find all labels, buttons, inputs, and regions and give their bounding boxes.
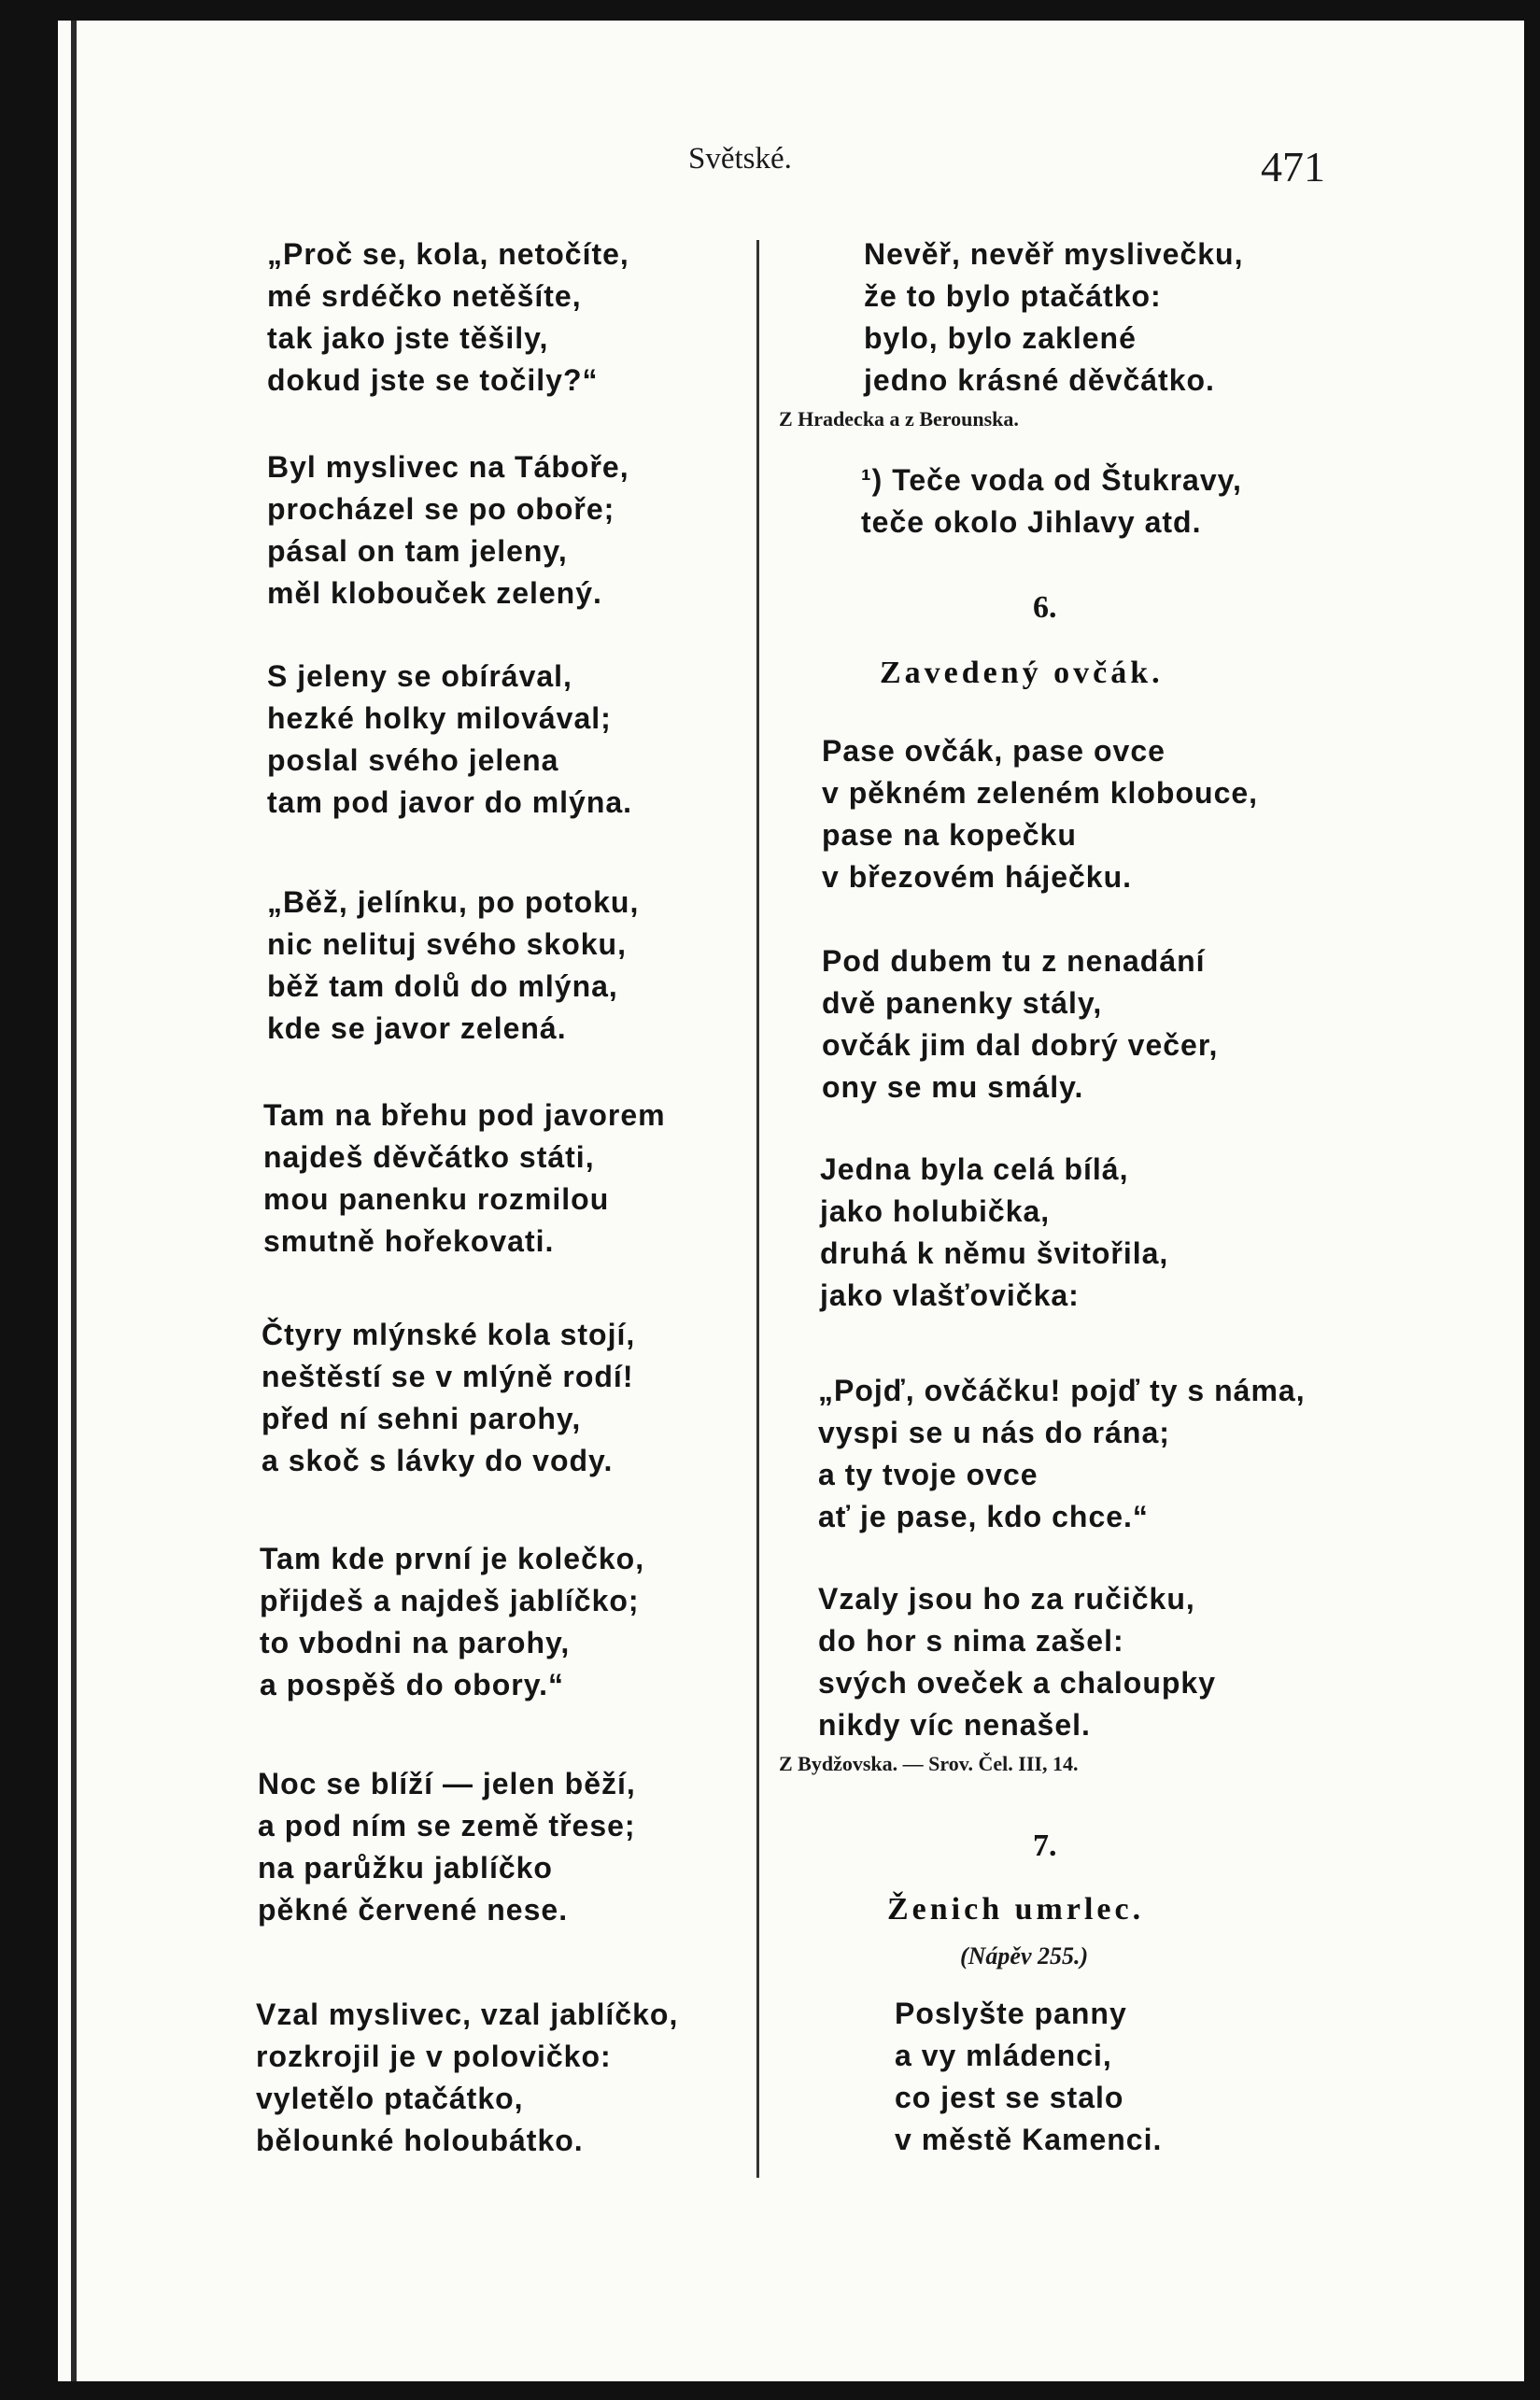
verse-line: do hor s nima zašel: <box>818 1624 1124 1658</box>
footnote-line: teče okolo Jihlavy atd. <box>861 505 1202 539</box>
verse-line: nic nelituj svého skoku, <box>267 927 627 961</box>
verse-line: kde se javor zelená. <box>267 1011 567 1045</box>
song6-stanza-1 <box>822 730 1258 898</box>
verse-line: běž tam dolů do mlýna, <box>267 969 618 1003</box>
verse-line: jako holubička, <box>820 1194 1051 1228</box>
footnote-line: ¹) Teče voda od Štukravy, <box>861 463 1242 497</box>
verse-line: Poslyšte panny <box>895 1997 1127 2030</box>
verse-line: pase na kopečku <box>822 818 1077 852</box>
right-stanza-top <box>864 233 1243 402</box>
verse-line: pěkné červené nese. <box>258 1893 569 1927</box>
verse-line: procházel se po oboře; <box>267 492 615 526</box>
verse-line: a pod ním se země třese; <box>258 1809 636 1842</box>
verse-line: hezké holky milovával; <box>267 701 612 735</box>
source-note-1: Z Hradecka a z Berounska. <box>779 407 1019 431</box>
verse-line: jako vlašťovička: <box>820 1278 1080 1312</box>
column-divider <box>756 240 759 2178</box>
verse-line: najdeš děvčátko státi, <box>263 1140 595 1174</box>
verse-line: co jest se stalo <box>895 2081 1124 2114</box>
song6-stanza-2 <box>822 940 1218 1108</box>
left-stanza-5 <box>263 1094 666 1263</box>
left-stanza-1 <box>267 233 629 402</box>
song6-stanza-5 <box>818 1578 1216 1746</box>
verse-line: bělounké holoubátko. <box>256 2124 584 2157</box>
left-stanza-4 <box>267 882 639 1050</box>
binding-crease <box>71 21 77 2381</box>
verse-line: smutně hořekovati. <box>263 1224 555 1258</box>
verse-line: mé srdéčko netěšíte, <box>267 279 582 313</box>
source-note-2: Z Bydžovska. — Srov. Čel. III, 14. <box>779 1752 1079 1775</box>
verse-line: svých oveček a chaloupky <box>818 1666 1216 1700</box>
verse-line: pásal on tam jeleny, <box>267 534 568 568</box>
verse-line: dokud jste se točily?“ <box>267 363 599 397</box>
footnote <box>861 459 1242 544</box>
verse-line: dvě panenky stály, <box>822 986 1103 1020</box>
song-number-6: 6. <box>1033 590 1057 625</box>
verse-line: bylo, bylo zaklené <box>864 321 1137 355</box>
book-page <box>58 21 1524 2381</box>
left-stanza-8 <box>258 1763 636 1931</box>
verse-line: Jedna byla celá bílá, <box>820 1152 1129 1186</box>
verse-line: S jeleny se obírával, <box>267 659 572 693</box>
verse-line: Pase ovčák, pase ovce <box>822 734 1166 768</box>
song-title-7: Ženich umrlec. <box>887 1892 1145 1927</box>
verse-line: tam pod javor do mlýna. <box>267 785 633 819</box>
left-stanza-6 <box>261 1314 635 1482</box>
verse-line: že to bylo ptačátko: <box>864 279 1162 313</box>
verse-line: a ty tvoje ovce <box>818 1458 1038 1491</box>
verse-line: Noc se blíží — jelen běží, <box>258 1767 636 1800</box>
verse-line: Nevěř, nevěř myslivečku, <box>864 237 1244 271</box>
left-stanza-7 <box>260 1538 644 1706</box>
left-stanza-2 <box>267 446 629 614</box>
verse-line: rozkrojil je v polovičko: <box>256 2040 612 2073</box>
verse-line: Vzal myslivec, vzal jablíčko, <box>256 1998 679 2031</box>
song-title-6: Zavedený ovčák. <box>880 656 1164 690</box>
verse-line: na parůžku jablíčko <box>258 1851 553 1885</box>
verse-line: „Proč se, kola, netočíte, <box>267 237 629 271</box>
verse-line: Byl myslivec na Táboře, <box>267 450 629 484</box>
running-header: Světské. <box>688 142 792 176</box>
verse-line: jedno krásné děvčátko. <box>864 363 1215 397</box>
verse-line: to vbodni na parohy, <box>260 1626 571 1659</box>
song7-stanza-1 <box>895 1993 1162 2161</box>
song-subtitle-7: (Nápěv 255.) <box>960 1942 1089 1969</box>
verse-line: v březovém háječku. <box>822 860 1133 894</box>
verse-line: Pod dubem tu z nenadání <box>822 944 1206 978</box>
verse-line: poslal svého jelena <box>267 743 559 777</box>
left-stanza-3 <box>267 656 632 824</box>
verse-line: „Běž, jelínku, po potoku, <box>267 885 640 919</box>
verse-line: a vy mládenci, <box>895 2039 1112 2072</box>
song-number-7: 7. <box>1033 1828 1057 1863</box>
verse-line: druhá k němu švitořila, <box>820 1236 1169 1270</box>
verse-line: před ní sehni parohy, <box>261 1402 582 1435</box>
verse-line: ovčák jim dal dobrý večer, <box>822 1028 1219 1062</box>
verse-line: a pospěš do obory.“ <box>260 1668 564 1701</box>
verse-line: mou panenku rozmilou <box>263 1182 610 1216</box>
verse-line: vyletělo ptačátko, <box>256 2082 524 2115</box>
verse-line: tak jako jste těšily, <box>267 321 549 355</box>
left-stanza-9 <box>256 1994 678 2162</box>
verse-line: Tam kde první je kolečko, <box>260 1542 645 1575</box>
song6-stanza-4 <box>818 1370 1306 1538</box>
verse-line: nikdy víc nenašel. <box>818 1708 1091 1742</box>
verse-line: neštěstí se v mlýně rodí! <box>261 1360 634 1393</box>
verse-line: v pěkném zeleném klobouce, <box>822 776 1259 810</box>
verse-line: „Pojď, ovčáčku! pojď ty s náma, <box>818 1374 1306 1407</box>
song6-stanza-3 <box>820 1149 1168 1317</box>
verse-line: vyspi se u nás do rána; <box>818 1416 1170 1449</box>
verse-line: Tam na břehu pod javorem <box>263 1098 666 1132</box>
verse-line: ať je pase, kdo chce.“ <box>818 1500 1149 1533</box>
verse-line: ony se mu smály. <box>822 1070 1084 1104</box>
page-number: 471 <box>1261 143 1325 191</box>
verse-line: v městě Kamenci. <box>895 2123 1163 2156</box>
verse-line: a skoč s lávky do vody. <box>261 1444 614 1477</box>
verse-line: přijdeš a najdeš jablíčko; <box>260 1584 640 1617</box>
verse-line: měl klobouček zelený. <box>267 576 602 610</box>
verse-line: Vzaly jsou ho za ručičku, <box>818 1582 1195 1616</box>
verse-line: Čtyry mlýnské kola stojí, <box>261 1318 636 1351</box>
